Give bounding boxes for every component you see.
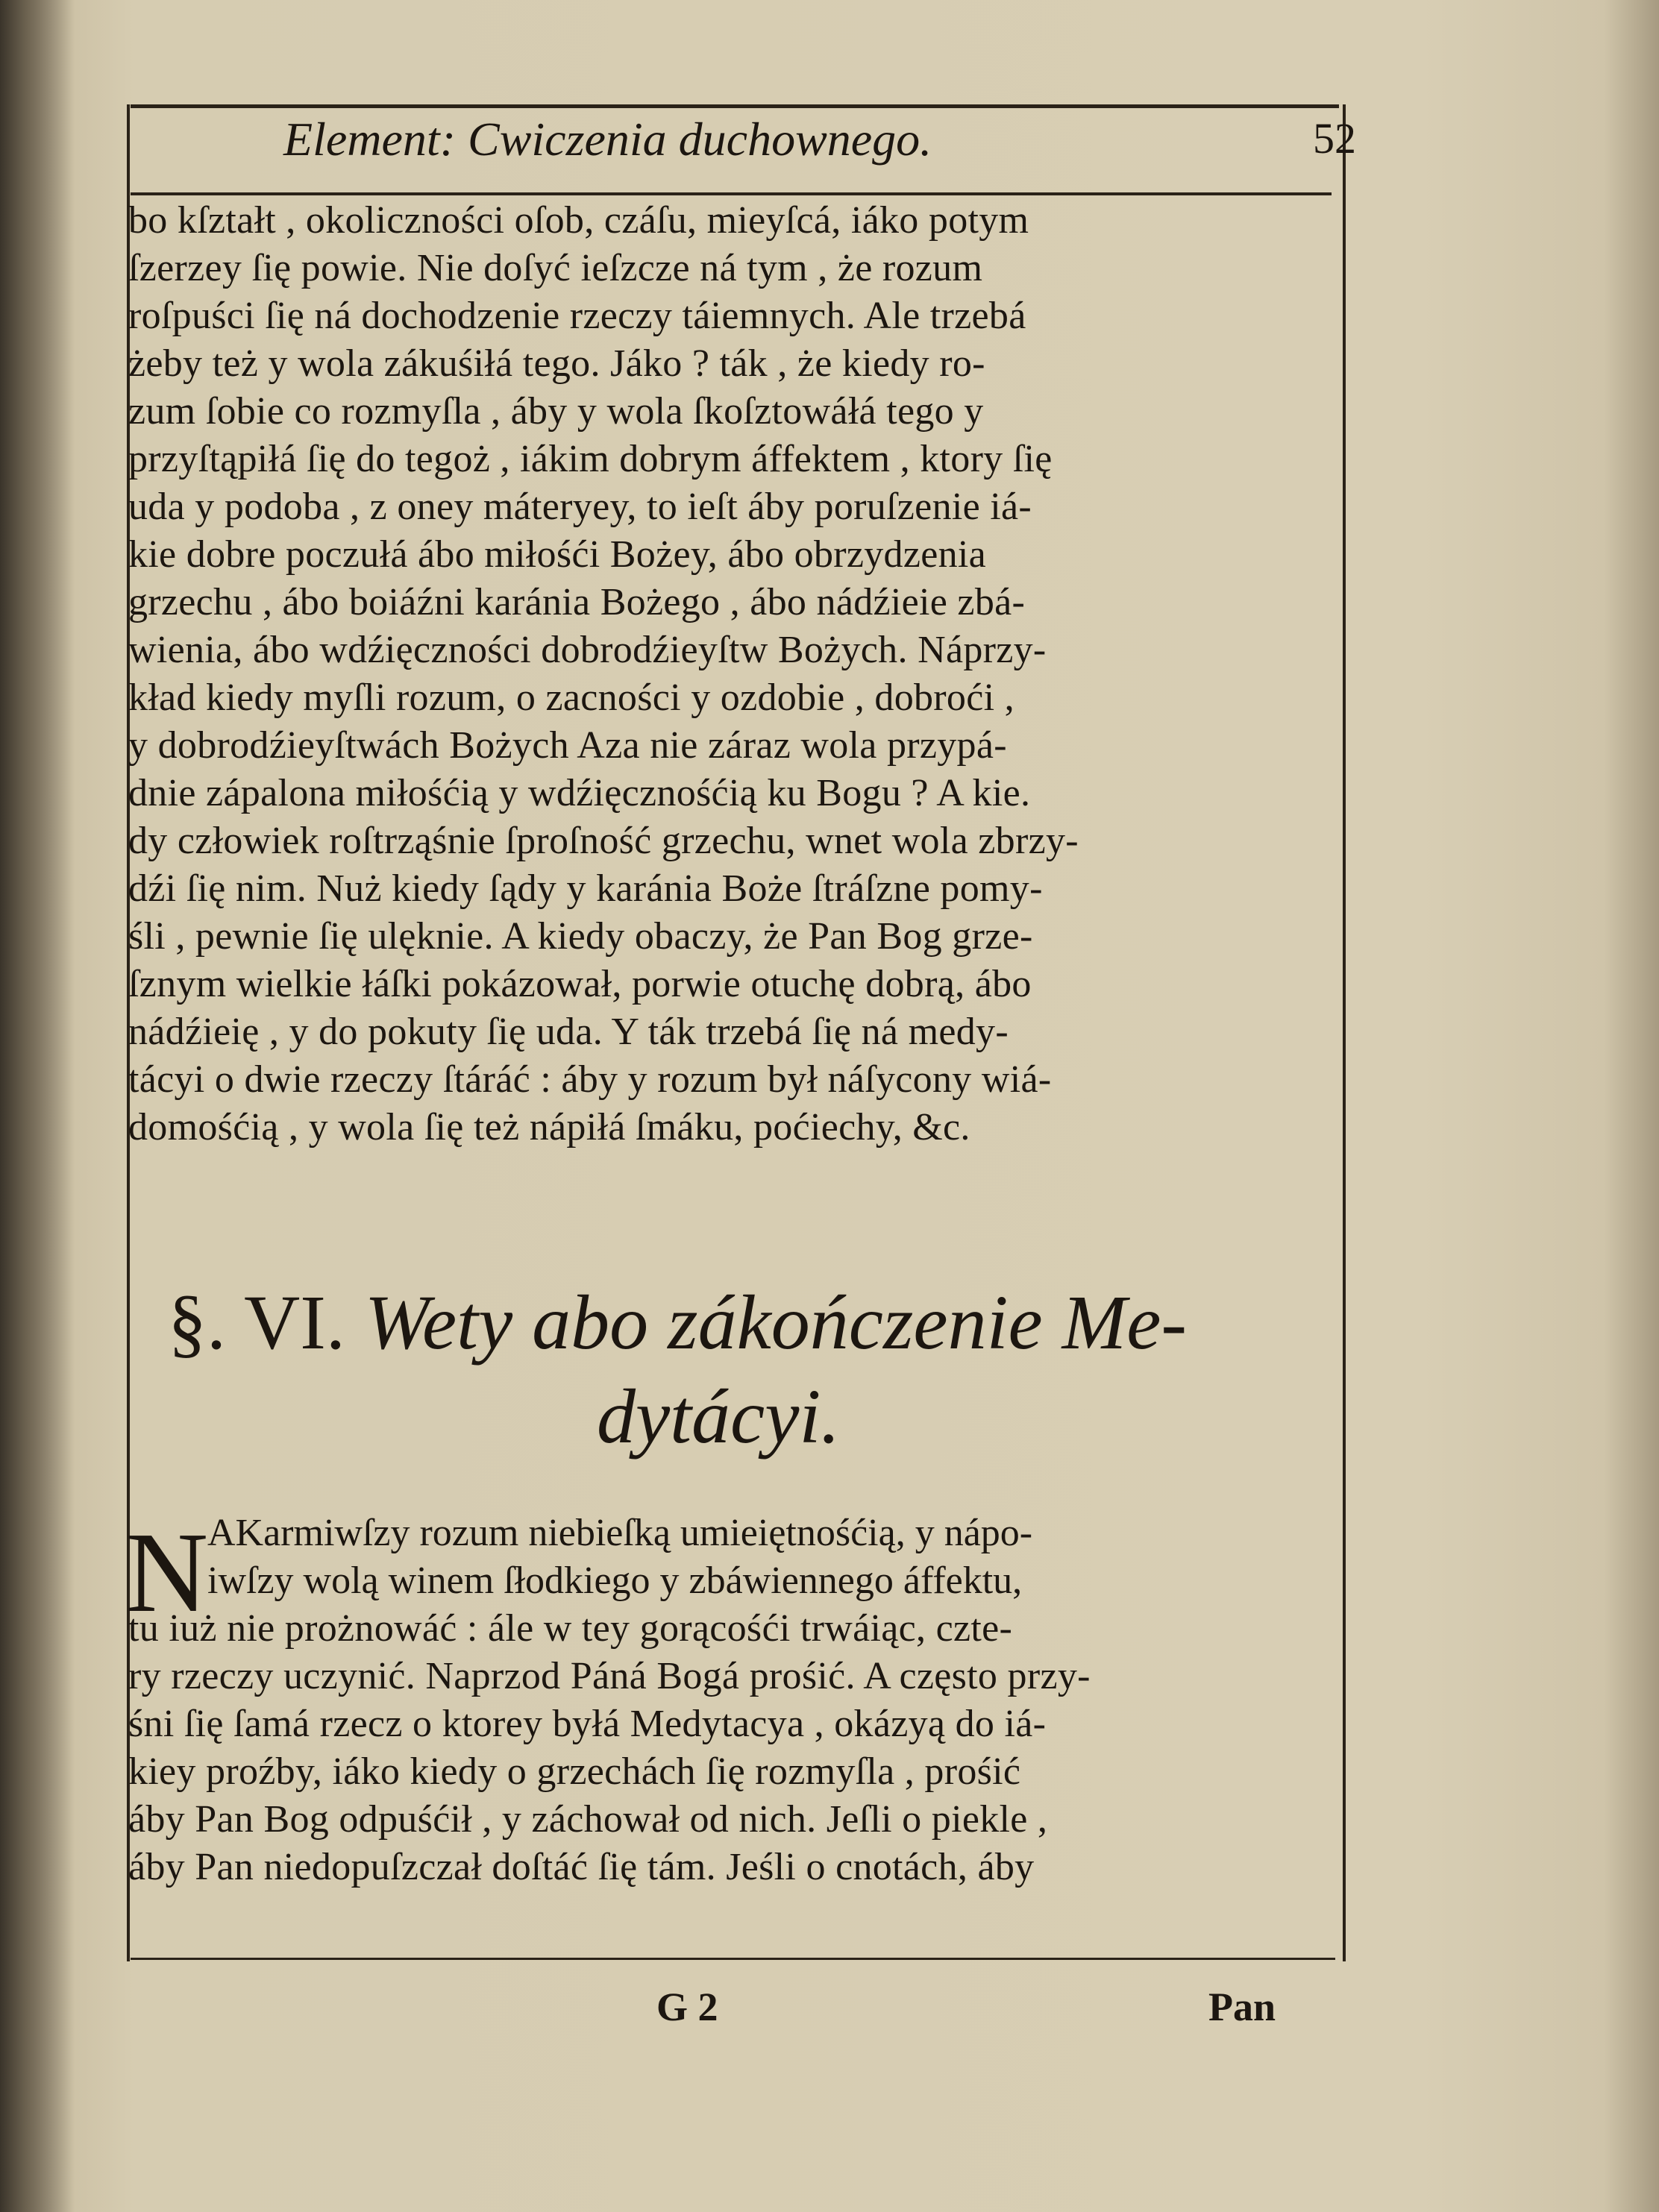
text-line: żeby też y wola zákuśiłá tego. Jáko ? ták , że kiedy ro- <box>128 342 985 385</box>
text-line: iwſzy wolą winem ſłodkiego y zbáwiennego áffektu, <box>207 1559 1023 1602</box>
text-line: kie dobre poczułá ábo miłośći Bożey, ábo obrzydzenia <box>128 533 987 576</box>
header-rule <box>131 192 1332 195</box>
text-line: wienia, ábo wdźięczności dobrodźieyſtw Bożych. Náprzy- <box>128 629 1047 671</box>
text-line: śli , pewnie ſię ulęknie. A kiedy obaczy, że Pan Bog grze- <box>128 915 1033 958</box>
text-line: bo kſztałt , okoliczności oſob, czáſu, mieyſcá, iáko potym <box>128 199 1029 242</box>
text-line: ry rzeczy uczynić. Naprzod Páná Bogá prośić. A często przy- <box>128 1655 1091 1697</box>
text-line: áby Pan Bog odpuśćił , y záchował od nich. Jeſli o piekle , <box>128 1798 1048 1841</box>
text-line: dy człowiek roſtrząśnie ſproſność grzechu, wnet wola zbrzy- <box>128 820 1079 862</box>
text-line: dźi ſię nim. Nuż kiedy ſądy y karánia Boże ſtráſzne pomy- <box>128 867 1043 910</box>
section-number: §. VI. <box>168 1280 345 1366</box>
text-line: domośćią , y wola ſię też nápiłá ſmáku, poćiechy, &c. <box>128 1106 970 1149</box>
text-line: ſznym wielkie łáſki pokázował, porwie otuchę dobrą, ábo <box>128 963 1032 1005</box>
text-line: grzechu , ábo boiáźni karánia Bożego , ábo nádźieie zbá- <box>128 581 1026 623</box>
text-line: uda y podoba , z oney máteryey, to ieſt áby poruſzenie iá- <box>128 486 1032 528</box>
text-line: kład kiedy myſli rozum, o zacności y ozdobie , dobroći , <box>128 676 1014 719</box>
text-line: ſzerzey ſię powie. Nie doſyć ieſzcze ná tym , że rozum <box>128 247 983 289</box>
catchword: Pan <box>1208 1985 1276 2029</box>
text-line: śni ſię ſamá rzecz o ktorey byłá Medytacya , okázyą do iá- <box>128 1703 1047 1745</box>
signature-mark: G 2 <box>656 1985 718 2029</box>
binding-gutter <box>0 0 75 2212</box>
text-line: tácyi o dwie rzeczy ſtáráć : áby y rozum był náſycony wiá- <box>128 1058 1052 1101</box>
section-heading <box>168 1280 1188 1366</box>
section-title-line1: Wety abo zákończenie Me- <box>364 1280 1188 1366</box>
running-head: Element: Cwiczenia duchownego. <box>283 113 932 166</box>
drop-cap: N <box>125 1509 209 1636</box>
text-line: nádźieię , y do pokuty ſię uda. Y ták trzebá ſię ná medy- <box>128 1011 1009 1053</box>
page-number: 52 <box>1313 114 1356 163</box>
text-line: kiey proźby, iáko kiedy o grzechách ſię rozmyſla , prośić <box>128 1750 1021 1793</box>
frame-bottom-rule <box>131 1958 1335 1960</box>
text-line: tu iuż nie prożnowáć : ále w tey gorącośći trwáiąc, czte- <box>128 1607 1013 1650</box>
text-line: áby Pan niedopuſzczał doſtáć ſię tám. Jeśli o cnotách, áby <box>128 1846 1035 1888</box>
section-title-line2: dytácyi. <box>597 1374 841 1460</box>
text-line: AKarmiwſzy rozum niebieſką umieiętnośćią, y nápo- <box>207 1512 1033 1554</box>
frame-right-rule <box>1343 104 1346 1961</box>
text-line: y dobrodźieyſtwách Bożych Aza nie záraz wola przypá- <box>128 724 1007 767</box>
text-line: zum ſobie co rozmyſla , áby y wola ſkoſztowáłá tego y <box>128 390 984 433</box>
text-line: dnie zápalona miłośćią y wdźięcznośćią ku Bogu ? A kie. <box>128 772 1031 814</box>
text-line: roſpuści ſię ná dochodzenie rzeczy táiemnych. Ale trzebá <box>128 295 1026 337</box>
text-line: przyſtąpiłá ſię do tegoż , iákim dobrym áffektem , ktory ſię <box>128 438 1053 480</box>
top-rule <box>131 104 1339 108</box>
